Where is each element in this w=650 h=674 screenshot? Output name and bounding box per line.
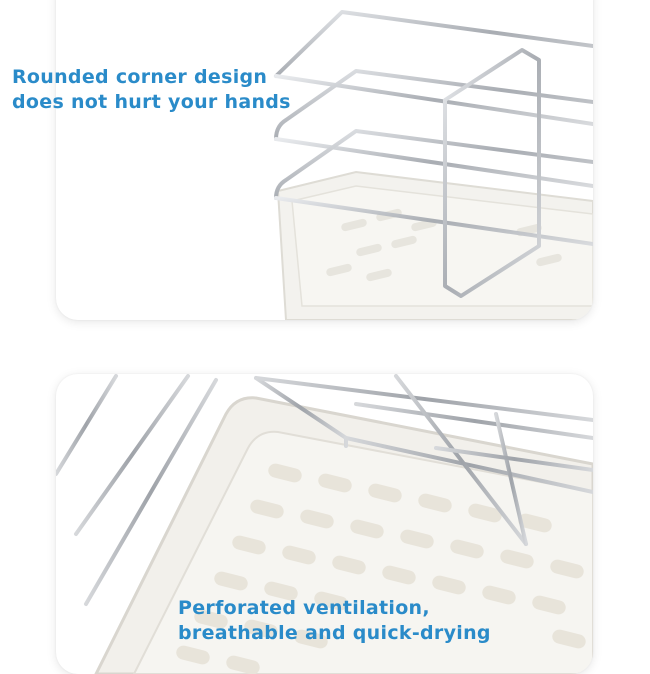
feature-panel-rounded-corner [56, 0, 593, 320]
feature-caption-rounded-corner [12, 65, 291, 115]
caption-line: breathable and quick-drying [178, 622, 491, 644]
caption-line: Perforated ventilation, [178, 597, 430, 619]
feature-caption-perforated-ventilation [178, 596, 491, 646]
caption-line: Rounded corner design [12, 66, 268, 88]
caption-line: does not hurt your hands [12, 91, 291, 113]
stainless-steel-basket-icon [56, 0, 593, 320]
